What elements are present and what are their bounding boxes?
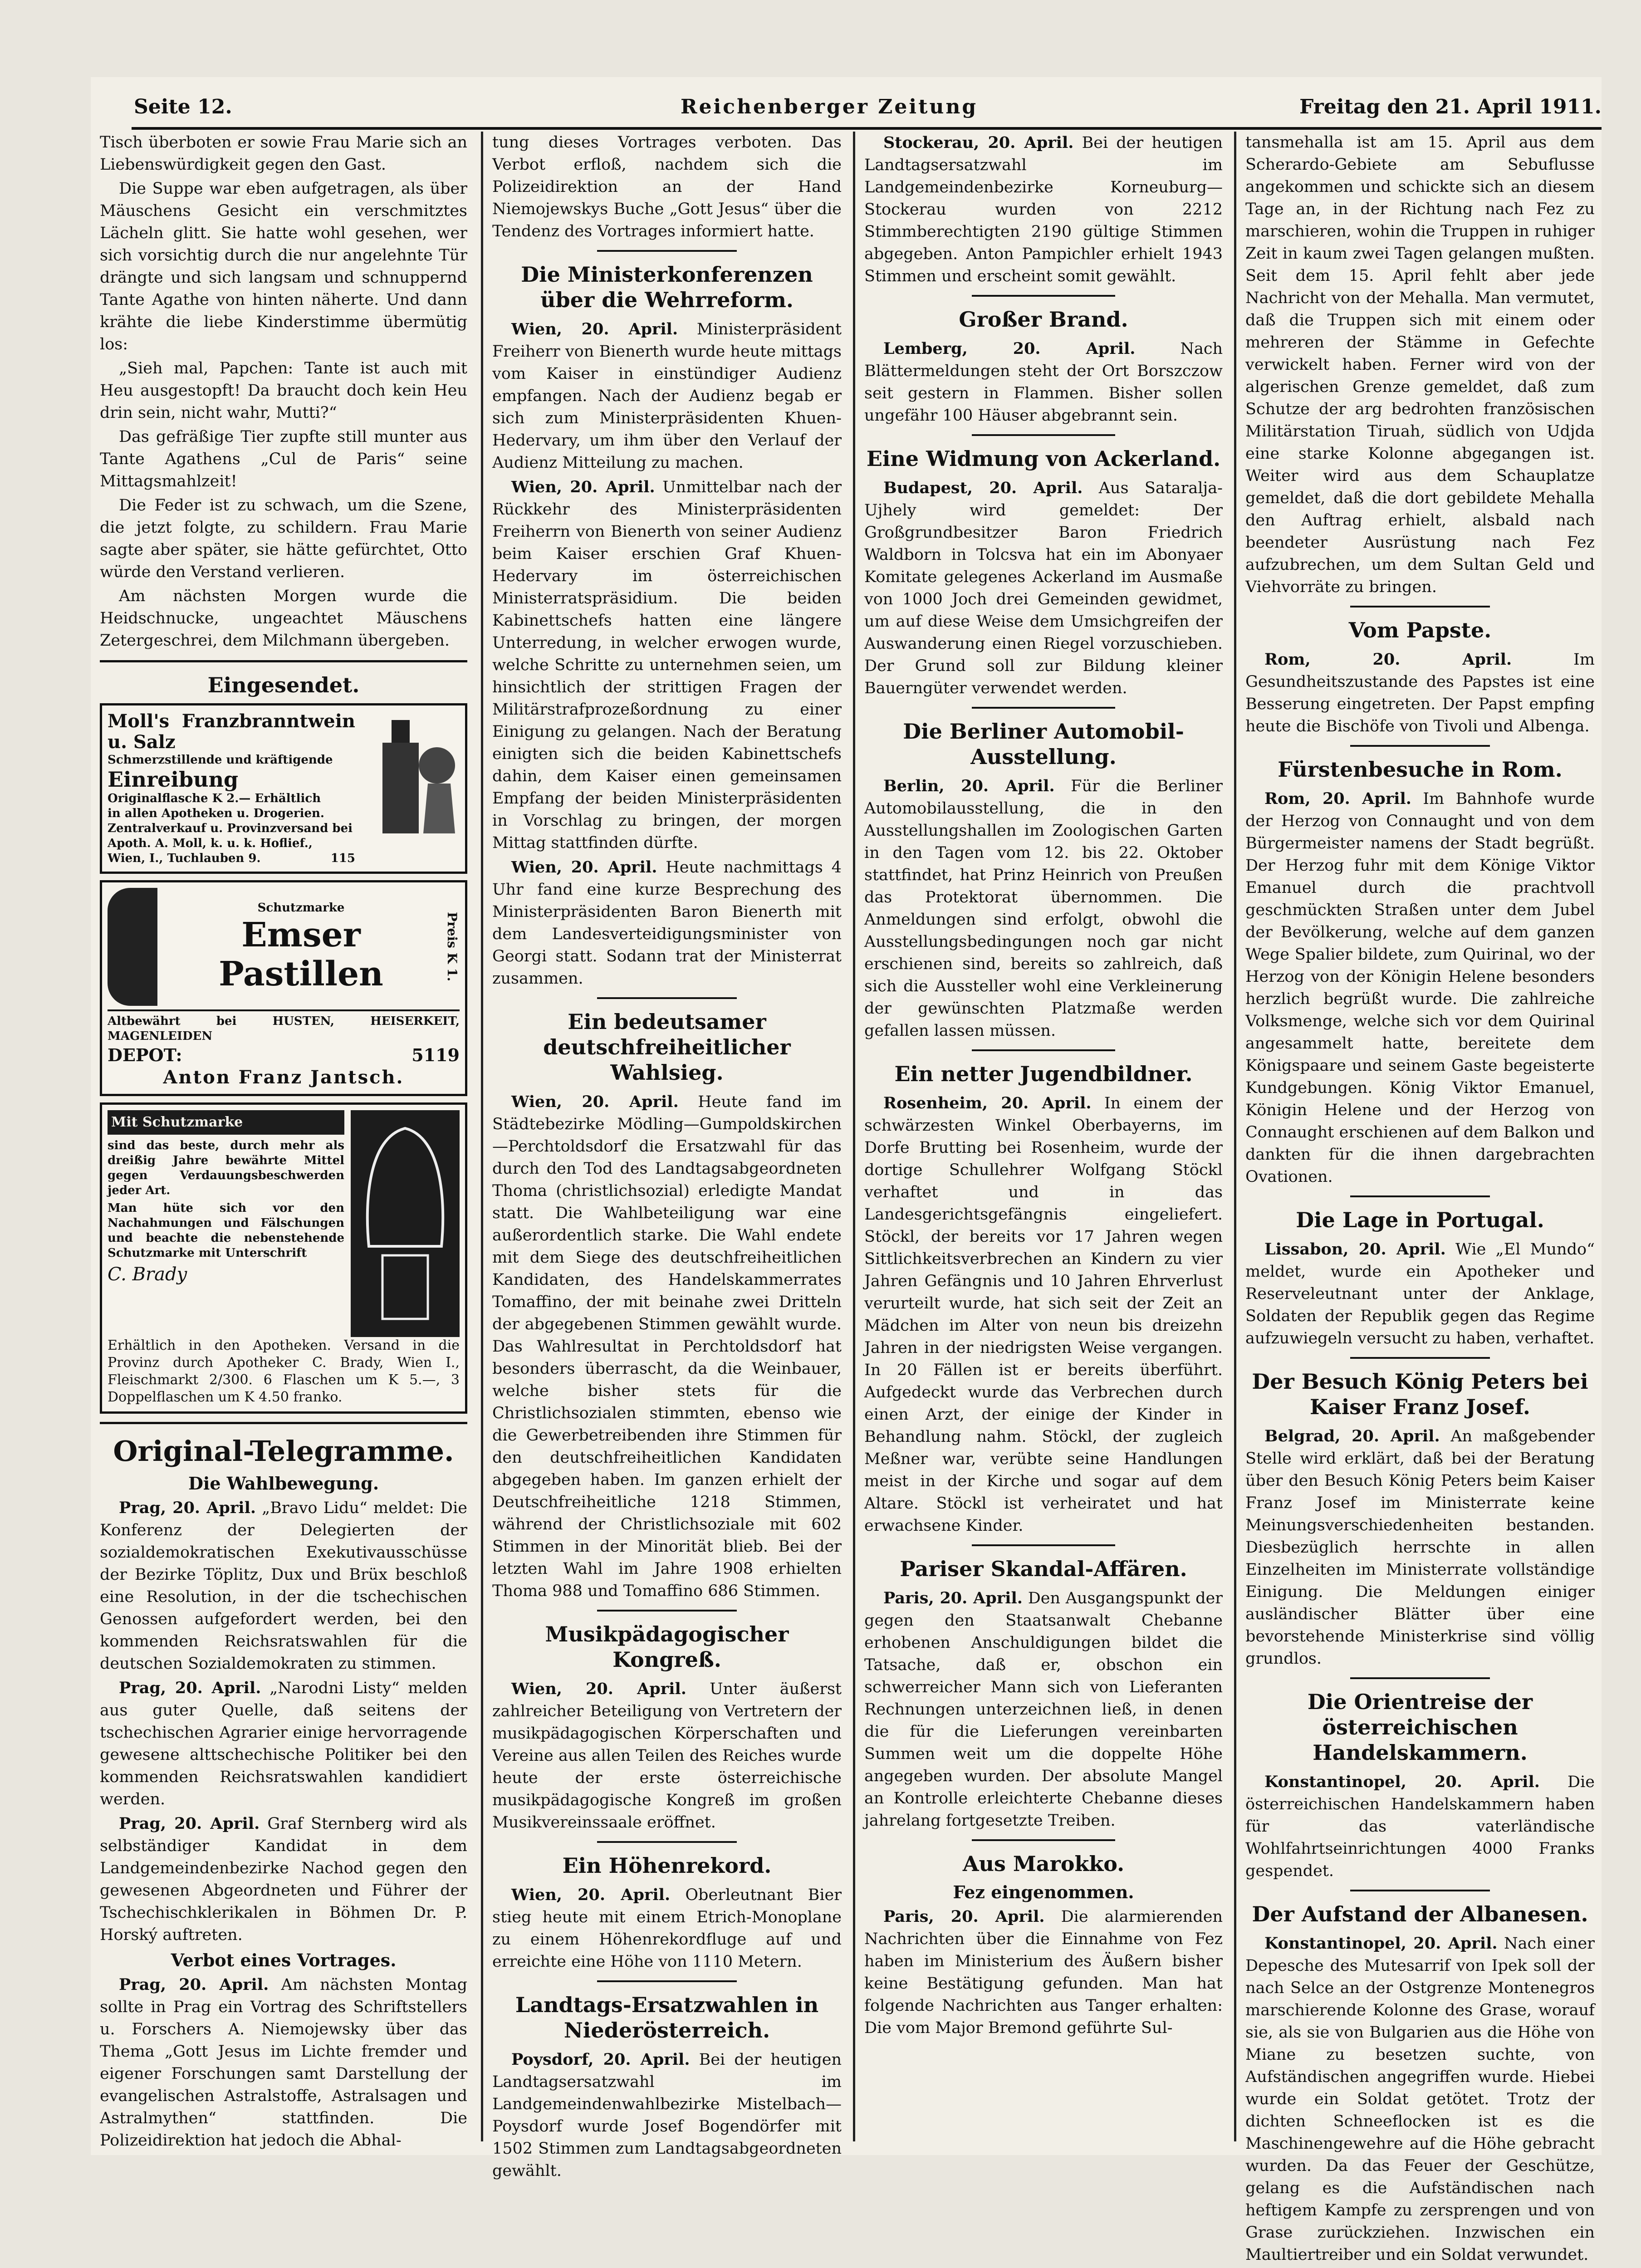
dateline: Wien, 20. April. [511,478,655,496]
column-4 [1245,132,1595,2268]
article-text: „Narodni Listy“ melden aus guter Quelle, daß seitens der tschechischen Agrarier einige hervorragende gewesene alttschechische Politiker bei den kommenden Reichsratswahlen kandidiert werden. [100,1679,467,1808]
article-rule [597,1610,737,1612]
column-rule-3 [1234,132,1236,2141]
ad-price: Preis K 1. [445,912,460,982]
ad-text: Schmerzstillende und kräftigende [108,753,333,767]
article-rule [1350,1195,1490,1197]
header-rule [132,127,1602,130]
article-heading: Die Lage in Portugal. [1296,1208,1544,1232]
ad-text: Wien, I., Tuchlauben 9. [108,852,261,865]
article-rule [972,1839,1115,1841]
eingesendet-heading: Eingesendet. [207,673,360,697]
section-title: Original-Telegramme. [113,1435,454,1468]
ad-text: Erhältlich in den Apotheken. Versand in die Provinz durch Apotheker C. Brady, Wien I., Fleischmarkt 2/300. 6 Flaschen um K 5.—, 3 Doppelflaschen um K 4.50 franko. [108,1337,460,1405]
article-text: Die österreichischen Handelskammern haben für das vaterländische Wohlfahrtseinrichtungen 4000 Franks gespendet. [1245,1773,1595,1880]
article-text: Ministerpräsident Freiherr von Bienerth wurde heute mittags vom Kaiser in einstündiger Audienz empfangen. Nach der Audienz begab er sich zum Ministerpräsidenten Khuen-Hedervary, um ihm über den Verlauf der Audienz Mitteilung zu machen. [492,320,842,472]
ad-seller: Anton Franz Jantsch. [163,1067,404,1088]
dateline: Prag, 20. April. [119,1975,269,1994]
article-rule [597,250,737,252]
dateline: Rom, 20. April. [1264,789,1411,808]
story-paragraph: Das gefräßige Tier zupfte still munter aus Tante Agathens „Cul de Paris“ seine Mittagsmahlzeit! [100,428,467,490]
article-heading: Aus Marokko. [962,1852,1125,1876]
article-text: Heute nachmittags 4 Uhr fand eine kurze Besprechung des Ministerpräsidenten Baron Bienerth mit dem Landesverteidigungsminister von Georgi statt. Sodann trat der Ministerrat zusammen. [492,858,842,988]
advertisement-brady [100,1102,467,1414]
article-text: Unmittelbar nach der Rückkehr des Ministerpräsidenten Freiherrn von Bienerth von seiner Audienz beim Kaiser erschien Graf Khuen-Hedervary im österreichischen Ministerratspräsidium. Die beiden Kabinettschefs hatten eine längere Unterredung, in welcher erwogen wurde, welche Schritte zu unternehmen seien, um hinsichtlich der strittigen Fragen der Militärstrafprozeßordnung zu einer Einigung zu gelangen. Nach der Beratung einigten sich die beiden Kabinettschefs dahin, dem Kaiser einen gemeinsamen Empfang der beiden Ministerpräsidenten in Vorschlag zu bringen, der morgen Mittag stattfinden dürfte. [492,478,842,852]
ad-title: Moll's Franzbranntwein u. Salz [108,710,355,753]
story-paragraph: Tisch überboten er sowie Frau Marie sich an Liebenswürdigkeit gegen den Gast. [100,133,467,174]
article-rule [972,707,1115,709]
article-rule [597,1980,737,1982]
advertisement-moll [100,703,467,874]
column-rule-2 [853,132,855,2141]
article-text: Die alarmierenden Nachrichten über die Einnahme von Fez haben im Ministerium des Äußern bisher keine Bestätigung gefunden. Man hat folgende Nachrichten aus Tanger erhalten: Die vom Major Bremond geführte Sul- [864,1908,1223,2037]
bottle-illustration [360,711,460,847]
article-heading: Der Aufstand der Albanesen. [1252,1902,1588,1926]
column-3 [864,132,1223,2041]
dateline: Rosenheim, 20. April. [883,1094,1092,1112]
article-heading: Ein bedeutsamer deutschfreiheitlicher Wahlsieg. [543,1009,791,1085]
article-rule [1350,606,1490,607]
article-rule [972,295,1115,297]
article-text: tansmehalla ist am 15. April aus dem Scherardo-Gebiete am Sebuflusse angekommen und schickte sich an diesem Tage an, in der Richtung nach Fez zu marschieren, wohin die Truppen in ruhiger Zeit in kaum zwei Tagen gelangen mußten. Seit dem 15. April fehlt aber jede Nachricht von der Mehalla. Man vermutet, daß die Truppen sich mit einem oder mehreren der Stämme in Gefechte verwickelt haben. Ferner wird von der algerischen Grenze gemeldet, daß zum Schutze der arg bedrohten französischen Militärstation Tiruah, südlich von Udjda eine starke Kolonne abgegangen ist. Weiter wird aus dem Schauplatze gemeldet, daß die dort gebildete Mehalla den Auftrag erhielt, alsbald nach beendeter Ausrüstung nach Fez aufzubrechen, um dem Sultan Geld und Viehvorräte zu bringen. [1245,133,1595,596]
article-text: An maßgebender Stelle wird erklärt, daß bei der Beratung über den Besuch König Peters beim Kaiser Franz Josef im Ministerrate keine Meinungsverschiedenheiten bestanden. Diesbezüglich herrschte in allen Einzelheiten im Ministerrate vollständige Einigung. Die Meldungen einiger ausländischer Blätter über eine bevorstehende Ministerkrise sind völlig grundlos. [1245,1427,1595,1668]
article-heading: Die Berliner Automobil-Ausstellung. [903,719,1184,769]
article-text: Nach Blättermeldungen steht der Ort Borszczow seit gestern in Flammen. Bisher sollen ungefähr 100 Häuser abgebrannt sein. [864,340,1223,425]
column-rule-1 [481,132,483,2141]
article-heading: Die Wahlbewegung. [188,1473,379,1494]
page-number: Seite 12. [134,95,232,118]
story-paragraph: Am nächsten Morgen wurde die Heidschnucke, ungeachtet Mäuschens Zetergeschrei, dem Milchmann übergeben. [100,587,467,650]
ad-trademark: Schutzmarke [257,901,345,915]
dateline: Budapest, 20. April. [883,479,1083,497]
article-text: Oberleutnant Bier stieg heute mit einem Etrich-Monoplane zu einem Höhenrekordfluge auf und erreichte eine Höhe von 1110 Metern. [492,1886,842,1971]
ad-depot-label: DEPOT: [108,1045,182,1065]
ad-text: Apoth. A. Moll, k. u. k. Hoflief., [108,837,313,850]
masthead-title: Reichenberger Zeitung [681,95,978,118]
dateline: Belgrad, 20. April. [1264,1427,1440,1445]
article-subheading: Fez eingenommen. [953,1882,1134,1902]
ad-text: Man hüte sich vor den Nachahmungen und Fälschungen und beachte die nebenstehende Schutzmarke mit Unterschrift [108,1201,344,1260]
dateline: Konstantinopel, 20. April. [1264,1934,1498,1953]
dateline: Wien, 20. April. [511,858,657,877]
article-text: In einem der schwärzesten Winkel Oberbayerns, im Dorfe Brutting bei Rosenheim, wurde der dortige Schullehrer Wolfgang Stöckl verhaftet und in das Landesgerichtsgefängnis eingeliefert. Stöckl, der bereits vor 17 Jahren wegen Sittlichkeitsverbrechen an Kindern zu vier Jahren Gefängnis und 10 Jahren Ehrverlust verurteilt wurde, hat sich seit der Zeit an Mädchen im Alter von neun bis dreizehn Jahren in der niedrigsten Weise vergangen. In 20 Fällen ist er bereits überführt. Aufgedeckt wurde das Verbrechen durch einen Arzt, der einige der Kinder in Behandlung nahm. Stöckl, der zugleich Meßner war, verübte seine Handlungen meist in der Kirche und sogar auf dem Altare. Stöckl ist verheiratet und hat erwachsene Kinder. [864,1094,1223,1535]
story-paragraph: „Sieh mal, Papchen: Tante ist auch mit Heu ausgestopft! Da braucht doch kein Heu drin sein, nicht wahr, Mutti?“ [100,359,467,422]
ad-text: Einreibung [108,767,239,792]
article-text: Nach einer Depesche des Mutesarrif von Ipek soll der nach Selce an der Ostgrenze Montenegros marschierende Kolonne des Grase, worauf sie, als sie von Bulgarien aus die Höhe von Miane zu besetzen suchte, von Aufständischen angegriffen wurde. Hiebei wurde ein Soldat getötet. Trotz der dichten Schneeflocken ist es die Maschinengewehre auf die Höhe gebracht wurden. Da das Feuer der Geschütze, gelang es die Aufständischen nach heftigem Kampfe zu zersprengen und von Grase zurückziehen. Inzwischen ein Maultiertreiber und ein Soldat verwundet. [1245,1935,1595,2264]
dateline: Stockerau, 20. April. [883,133,1074,152]
ad-heading: Mit Schutzmarke [108,1110,344,1135]
dateline: Wien, 20. April. [511,320,678,338]
article-rule [1350,1677,1490,1679]
article-rule [972,434,1115,436]
article-heading: Die Ministerkonferenzen über die Wehrreform. [521,262,813,312]
trademark-illustration [351,1110,460,1337]
article-heading: Fürstenbesuche in Rom. [1278,757,1563,782]
article-rule [1350,1890,1490,1891]
article-text: Im Bahnhofe wurde der Herzog von Connaught und von dem Bürgermeister namens der Stadt begrüßt. Der Herzog fuhr mit dem Könige Viktor Emanuel durch die prachtvoll geschmückten Straßen unter dem Jubel der Bevölkerung, welche auf dem ganzen Wege Spalier bildete, zum Quirinal, wo der Herzog von der Königin Helene besonders herzlich begrüßt wurde. Die zahlreiche Volksmenge, welche sich vor dem Quirinal angesammelt hatte, bereitete dem Königspaare und seinem Gaste begeisterte Kundgebungen. König Viktor Emanuel, Königin Helene und der Herzog von Connaught erschienen auf dem Balkon und dankten für die ihnen dargebrachten Ovationen. [1245,790,1595,1186]
dateline: Wien, 20. April. [511,1886,671,1904]
ad-text: in allen Apotheken u. Drogerien. [108,807,324,820]
article-text: tung dieses Vortrages verboten. Das Verbot erfloß, nachdem sich die Polizeidirektion an der Hand Niemojewskys Buche „Gott Jesus“ über die Tendenz des Vortrages informiert hatte. [492,133,842,240]
dateline: Prag, 20. April. [119,1814,260,1833]
section-rule [100,1422,467,1424]
dateline: Wien, 20. April. [511,1680,686,1698]
issue-date: Freitag den 21. April 1911. [1299,95,1602,118]
article-text: Bei der heutigen Landtagsersatzwahl im Landgemeindenbezirke Korneuburg—Stockerau wurden von 2212 Stimmberechtigten 2190 gültige Stimmen abgegeben. Anton Pampichler erhielt 1943 Stimmen und erscheint somit gewählt. [864,134,1223,285]
running-head [91,95,1602,127]
article-rule [597,997,737,999]
dateline: Wien, 20. April. [511,1092,679,1111]
article-heading: Eine Widmung von Ackerland. [866,446,1221,471]
dateline: Lemberg, 20. April. [883,339,1136,358]
article-heading: Musikpädagogischer Kongreß. [545,1622,789,1672]
article-heading: Großer Brand. [959,307,1128,332]
article-text: Im Gesundheitszustande des Papstes ist eine Besserung eingetreten. Der Papst empfing heute die Bischöfe von Tivoli und Albenga. [1245,651,1595,735]
tin-illustration [108,888,157,1006]
article-text: Für die Berliner Automobilausstellung, die in den Ausstellungshallen im Zoologischen Garten in den Tagen vom 12. bis 22. Oktober stattfindet, hat Prinz Heinrich von Preußen das Protektorat übernommen. Die Anmeldungen sind erfolgt, obwohl die Ausstellungsbedingungen noch gar nicht erschienen sind, bereits so zahlreich, daß sich die Aussteller wohl eine Verkleinerung der gewünschten Platzmaße werden gefallen lassen müssen. [864,777,1223,1040]
dateline: Poysdorf, 20. April. [511,2050,690,2069]
article-heading: Der Besuch König Peters bei Kaiser Franz Josef. [1252,1369,1588,1419]
article-heading: Pariser Skandal-Affären. [900,1557,1187,1581]
article-text: Bei der heutigen Landtagsersatzwahl im Landgemeindenwahlbezirke Mistelbach—Poysdorf wurde Josef Bogendörfer mit 1502 Stimmen zum Landtagsabgeordneten gewählt. [492,2051,842,2180]
article-heading: Ein Höhenrekord. [562,1853,772,1878]
ad-text: Zentralverkauf u. Provinzversand bei [108,822,353,835]
article-heading: Ein netter Jugendbildner. [894,1062,1193,1086]
article-heading: Die Orientreise der österreichischen Handelskammern. [1307,1690,1533,1765]
column-2 [492,132,842,2184]
article-text: Am nächsten Montag sollte in Prag ein Vortrag des Schriftstellers u. Forschers A. Niemojewsky über das Thema „Gott Jesus im Lichte fremder und eigener Forschungen samt Darstellung der evangelischen Astralstoffe, Astralsagen und Astralmythen“ stattfinden. Die Polizeidirektion hat jedoch die Abhal- [100,1976,467,2150]
story-paragraph: Die Suppe war eben aufgetragen, als über Mäuschens Gesicht ein verschmitztes Lächeln glitt. Sie hatte wohl gesehen, wer sich vorsichtig durch die nur angelehnte Tür drängte und sich langsam und schnuppernd Tante Agathe von hinten näherte. Und dann krähte die liebe Kinderstimme übermütig los: [100,180,467,353]
article-heading: Landtags-Ersatzwahlen in Niederösterreich. [515,1993,819,2043]
dateline: Paris, 20. April. [883,1589,1023,1607]
article-rule [1350,745,1490,747]
feuilleton-story [100,132,467,652]
dateline: Paris, 20. April. [883,1907,1045,1926]
article-rule [972,1544,1115,1546]
ad-text: Altbewährt bei HUSTEN, HEISERKEIT, MAGENLEIDEN [108,1009,460,1044]
story-paragraph: Die Feder ist zu schwach, um die Szene, die jetzt folgte, zu schildern. Frau Marie sagte aber später, sie hätte gefürchtet, Otto würde den Verstand verlieren. [100,496,467,581]
article-text: Aus Sataralja-Ujhely wird gemeldet: Der Großgrundbesitzer Baron Friedrich Waldborn in Tolcsva hat ein im Abonyaer Komitate gelegenes Ackerland im Ausmaße von 1000 Joch drei Gemeinden gewidmet, um auf diese Weise dem Umsichgreifen der Auswanderung einen Riegel vorzuschieben. Der Grund soll zur Bildung kleiner Bauerngüter verwendet werden. [864,479,1223,697]
article-text: „Bravo Lidu“ meldet: Die Konferenz der Delegierten der sozialdemokratischen Exekutivausschüsse der Bezirke Töplitz, Dux und Brüx beschloß eine Resolution, in der die tschechischen Genossen aufgefordert werden, bei den kommenden Reichsratswahlen für die deutschen Sozialdemokraten zu stimmen. [100,1499,467,1673]
article-heading: Vom Papste. [1348,618,1492,642]
article-text: Unter äußerst zahlreicher Beteiligung von Vertretern der musikpädagogischen Körperschaften und Vereine aus allen Teilen des Reiches wurde heute der erste österreichische musikpädagogische Kongreß im großen Musikvereinssaale eröffnet. [492,1680,842,1832]
ad-code: 115 [330,852,355,865]
article-text: Wie „El Mundo“ meldet, wurde ein Apotheker und Reserveleutnant unter der Anklage, Soldaten der Republik gegen das Regime aufzuwiegeln versucht zu haben, verhaftet. [1245,1240,1595,1347]
section-rule [100,660,467,662]
article-text: Heute fand im Städtebezirke Mödling—Gumpoldskirchen—Perchtoldsdorf die Ersatzwahl für das durch den Tod des Landtagsabgeordneten Thoma (christlichsozial) erledigte Mandat statt. Die Wahlbeteiligung war eine außerordentlich starke. Die Wahl endete mit dem Siege des deutschfreiheitlichen Kandidaten, des Handelskammerrates Tomaffino, der mit beinahe zwei Dritteln der abgegebenen Stimmen gewählt wurde. Das Wahlresultat in Perchtoldsdorf hat besonders überrascht, da die Weinbauer, welche bisher stets für die Christlichsozialen stimmten, ebenso wie die Gewerbetreibenden ihre Stimmen für den deutschfreiheitlichen Kandidaten abgegeben haben. Im ganzen erhielt der Deutschfreiheitliche 1218 Stimmen, während der Christlichsoziale mit 602 Stimmen in der Minorität blieb. Bei der letzten Wahl im Jahre 1908 erhielten Thoma 988 und Tomaffino 686 Stimmen. [492,1093,842,1600]
dateline: Prag, 20. April. [119,1499,256,1517]
dateline: Konstantinopel, 20. April. [1264,1773,1540,1791]
dateline: Rom, 20. April. [1264,650,1512,669]
article-rule [1350,1357,1490,1359]
column-1 [100,132,467,2154]
article-text: Graf Sternberg wird als selbständiger Kandidat in dem Landgemeindenbezirke Nachod gegen den gewesenen Abgeordneten und Führer der Tschechischklerikalen in Böhmen Dr. P. Horský auftreten. [100,1815,467,1944]
ad-depot-number: 5119 [411,1045,460,1065]
article-text: Den Ausgangspunkt der gegen den Staatsanwalt Chebanne erhobenen Anschuldigungen bildet die Tatsache, daß er, obschon ein schwerreicher Mann sich von Lieferanten Rechnungen unterzeichnen ließ, in denen die für die Lieferungen vereinbarten Summen weit um die doppelte Höhe angegeben wurden. Der absolute Mangel an Kontrolle erleichterte Chebanne dieses jahrelang fortgesetzte Treiben. [864,1589,1223,1830]
ad-signature: C. Brady [108,1264,187,1285]
dateline: Lissabon, 20. April. [1264,1240,1446,1259]
article-rule [597,1841,737,1843]
article-heading: Verbot eines Vortrages. [171,1950,397,1970]
article-rule [972,1049,1115,1051]
advertisement-emser [100,880,467,1096]
ad-text: sind das beste, durch mehr als dreißig Jahre bewährte Mittel gegen Verdauungsbeschwerden jeder Art. [108,1139,344,1197]
ad-title: Emser Pastillen [219,915,383,994]
ad-text: Originalflasche K 2.— Erhältlich [108,792,321,805]
dateline: Berlin, 20. April. [883,777,1055,795]
dateline: Prag, 20. April. [119,1679,261,1697]
